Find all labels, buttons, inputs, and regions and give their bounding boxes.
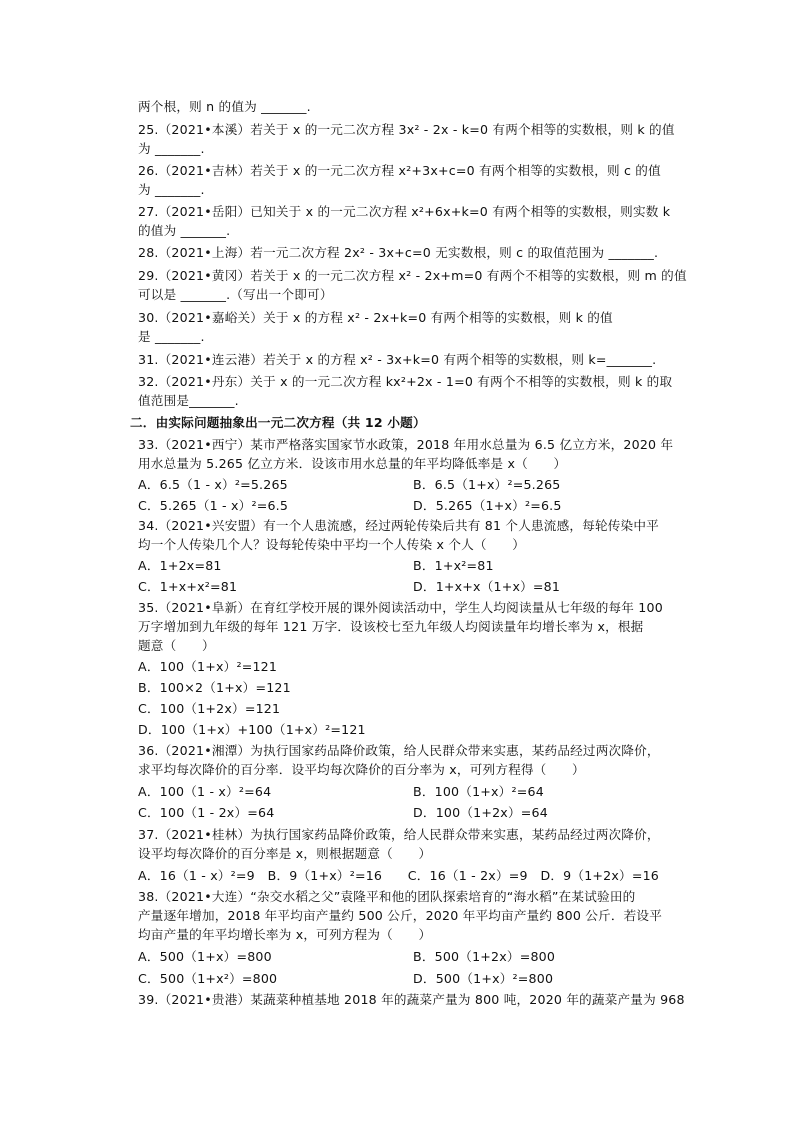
- q38-option-b: B．500（1+2x）=800: [413, 949, 556, 964]
- q33-option-b: B．6.5（1+x）²=5.265: [413, 477, 561, 492]
- q34-option-b: B．1+x²=81: [413, 558, 494, 573]
- q29-line2: 可以是 _______.（写出一个即可）: [138, 287, 333, 302]
- q38-option-a: A．500（1+x）=800: [138, 949, 272, 964]
- q33-line1: 33.（2021•西宁）某市严格落实国家节水政策，2018 年用水总量为 6.5 亿立方米，2020 年: [138, 437, 674, 452]
- q25-line2: 为 _______.: [138, 141, 205, 156]
- q32-line2: 值范围是_______.: [138, 393, 239, 408]
- q26-line2: 为 _______.: [138, 182, 205, 197]
- q37-options: A．16（1 - x）²=9 B．9（1+x）²=16 C．16（1 - 2x）=9 D．9（1+2x）=16: [138, 868, 659, 883]
- q35-option-c: C．100（1+2x）=121: [138, 701, 281, 716]
- q35-option-a: A．100（1+x）²=121: [138, 659, 278, 674]
- q24-continuation: 两个根，则 n 的值为 _______.: [138, 99, 311, 114]
- q25-line1: 25.（2021•本溪）若关于 x 的一元二次方程 3x² - 2x - k=0 有两个相等的实数根，则 k 的值: [138, 122, 675, 137]
- q34-line2: 均一个人传染几个人？设每轮传染中平均一个人传染 x 个人（ ）: [138, 537, 526, 552]
- q33-option-c: C．5.265（1 - x）²=6.5: [138, 498, 289, 513]
- q38-line3: 均亩产量的年平均增长率为 x，可列方程为（ ）: [138, 927, 432, 942]
- q27-line2: 的值为 _______.: [138, 223, 231, 238]
- q34-option-d: D．1+x+x（1+x）=81: [413, 579, 561, 594]
- q27-line1: 27.（2021•岳阳）已知关于 x 的一元二次方程 x²+6x+k=0 有两个相等的实数根，则实数 k: [138, 204, 671, 219]
- q38-option-d: D．500（1+x）²=800: [413, 971, 554, 986]
- q28-line1: 28.（2021•上海）若一元二次方程 2x² - 3x+c=0 无实数根，则 c 的取值范围为 _______.: [138, 245, 659, 260]
- q34-option-a: A．1+2x=81: [138, 558, 222, 573]
- q35-line1: 35.（2021•阜新）在育红学校开展的课外阅读活动中，学生人均阅读量从七年级的每年 100: [138, 600, 663, 615]
- q33-option-a: A．6.5（1 - x）²=5.265: [138, 477, 288, 492]
- q37-line2: 设平均每次降价的百分率是 x，则根据题意（ ）: [138, 846, 432, 861]
- q29-line1: 29.（2021•黄冈）若关于 x 的一元二次方程 x² - 2x+m=0 有两个不相等的实数根，则 m 的值: [138, 268, 687, 283]
- q36-option-c: C．100（1 - 2x）=64: [138, 805, 275, 820]
- q34-line1: 34.（2021•兴安盟）有一个人患流感，经过两轮传染后共有 81 个人患流感，每轮传染中平: [138, 518, 659, 533]
- section-heading: 二．由实际问题抽象出一元二次方程（共 12 小题）: [130, 415, 426, 430]
- q38-option-c: C．500（1+x²）=800: [138, 971, 278, 986]
- q35-line3: 题意（ ）: [138, 638, 215, 653]
- q38-line2: 产量逐年增加，2018 年平均亩产量约 500 公斤，2020 年平均亩产量约 800 公斤．若设平: [138, 908, 663, 923]
- q30-line1: 30.（2021•嘉峪关）关于 x 的方程 x² - 2x+k=0 有两个相等的实数根，则 k 的值: [138, 310, 613, 325]
- q35-option-d: D．100（1+x）+100（1+x）²=121: [138, 722, 366, 737]
- q33-option-d: D．5.265（1+x）²=6.5: [413, 498, 562, 513]
- q36-option-b: B．100（1+x）²=64: [413, 784, 544, 799]
- q36-line2: 求平均每次降价的百分率．设平均每次降价的百分率为 x，可列方程得（ ）: [138, 762, 585, 777]
- q34-option-c: C．1+x+x²=81: [138, 579, 238, 594]
- q37-line1: 37.（2021•桂林）为执行国家药品降价政策，给人民群众带来实惠，某药品经过两次降价，: [138, 827, 660, 842]
- q26-line1: 26.（2021•吉林）若关于 x 的一元二次方程 x²+3x+c=0 有两个相等的实数根，则 c 的值: [138, 163, 661, 178]
- q36-option-d: D．100（1+2x）=64: [413, 805, 548, 820]
- q32-line1: 32.（2021•丹东）关于 x 的一元二次方程 kx²+2x - 1=0 有两个不相等的实数根，则 k 的取: [138, 374, 673, 389]
- q35-line2: 万字增加到九年级的每年 121 万字．设该校七至九年级人均阅读量年均增长率为 x，根据: [138, 619, 644, 634]
- q35-option-b: B．100×2（1+x）=121: [138, 680, 291, 695]
- q39-line1: 39.（2021•贵港）某蔬菜种植基地 2018 年的蔬菜产量为 800 吨，2020 年的蔬菜产量为 968: [138, 992, 685, 1007]
- q38-line1: 38.（2021•大连）“杂交水稻之父”袁隆平和他的团队探索培育的“海水稻”在某试验田的: [138, 889, 636, 904]
- q36-line1: 36.（2021•湘潭）为执行国家药品降价政策，给人民群众带来实惠，某药品经过两次降价，: [138, 743, 660, 758]
- q33-line2: 用水总量为 5.265 亿立方米．设该市用水总量的年平均降低率是 x（ ）: [138, 456, 567, 471]
- q36-option-a: A．100（1 - x）²=64: [138, 784, 272, 799]
- q30-line2: 是 _______.: [138, 329, 205, 344]
- q31-line1: 31.（2021•连云港）若关于 x 的方程 x² - 3x+k=0 有两个相等的实数根，则 k=_______.: [138, 352, 657, 367]
